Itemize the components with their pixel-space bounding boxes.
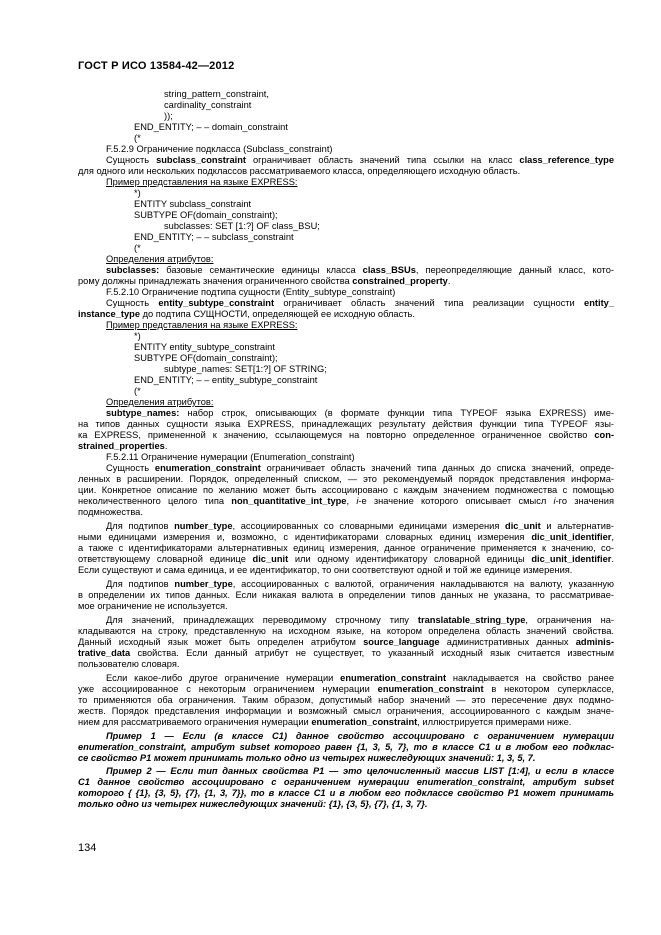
paragraph-line: ответствующему словарной единице dic_unit или одному идентификатору словарной единицы dic_unit_identifier. — [78, 554, 614, 564]
section-heading: F.5.2.10 Ограничение подтипа сущности (Entity_subtype_constraint) — [106, 287, 396, 297]
paragraph-line: Сущность enumeration_constraint ограничивает область значений типа данных до списка значений, опреде- — [106, 463, 614, 473]
paragraph-line: Для значений, принадлежащих переводимому строчному типу translatable_string_type, ограничения на- — [106, 615, 614, 625]
paragraph-line: ленных в расширении. Порядок, определенный списком, — это рекомендуемый порядок представления информа- — [78, 474, 614, 484]
paragraph-line: уже ассоциированное с некоторым ограничением нумерации enumeration_constraint в некотором суперклассе, — [78, 684, 614, 694]
paragraph-line: Если какое-либо другое ограничение нумерации enumeration_constraint накладывается на свойство ранее — [106, 673, 614, 683]
paragraph-line: instance_type до подтипа СУЩНОСТИ, определяющей ее исходную область. — [78, 309, 415, 319]
code-line: )); — [164, 111, 173, 121]
code-line: ENTITY entity_subtype_constraint — [134, 342, 275, 352]
code-line: (* — [134, 386, 141, 396]
paragraph-line: в определении их типов данных. Если никакая валюта в определении типов данных не указана, то рассматривае- — [78, 590, 614, 600]
paragraph-line: Данный исходный язык может быть определен атрибутом source_language административных данных adminis- — [78, 637, 614, 647]
code-line: subclasses: SET [1:?] OF class_BSU; — [164, 221, 320, 231]
example-2-line: только одно из четырех нижеследующих значений: {1}, {3, 5}, {7}, {1, 3, 7}. — [78, 799, 428, 809]
paragraph-line: на типов данных сущности языка EXPRESS, принадлежащих результату действия функции типа TYPEOF язы- — [78, 419, 614, 429]
attributes-heading: Определения атрибутов: — [106, 397, 214, 407]
example-1-line: enumeration_constraint, атрибут subset которого равен {1, 3, 5, 7}, то в классе С1 и в любом его подклас- — [78, 742, 614, 752]
code-line: *) — [134, 331, 141, 341]
paragraph-line: trative_data свойства. Если данный атрибут не существует, то указанный исходный язык считается известным — [78, 648, 614, 658]
code-line: SUBTYPE OF(domain_constraint); — [134, 353, 278, 363]
attributes-heading: Определения атрибутов: — [106, 254, 214, 264]
code-line: END_ENTITY; – – subclass_constraint — [134, 232, 294, 242]
paragraph-line: ции. Конкретное описание по желанию может быть ассоциировано с каждым значением подмножества с помощью — [78, 485, 614, 495]
code-line: subtype_names: SET[1:?] OF STRING; — [164, 364, 327, 374]
code-line: (* — [134, 133, 141, 143]
paragraph-line: subclasses: базовые семантические единицы класса class_BSUs, переопределяющие данный класс, кото- — [106, 265, 614, 275]
document-header: ГОСТ Р ИСО 13584-42—2012 — [78, 60, 235, 72]
example-2-line: Пример 2 — Если тип данных свойства Р1 — это целочисленный массив LIST [1:4], и если в классе — [106, 766, 614, 776]
paragraph-line: Сущность subclass_constraint ограничивает область значений типа ссылки на класс class_reference_type — [106, 155, 614, 165]
example-heading: Пример представления на языке EXPRESS: — [106, 177, 298, 187]
paragraph-line: subtype_names: набор строк, описывающих (в формате функции типа TYPEOF языка EXPRESS) име- — [106, 408, 614, 418]
section-heading: F.5.2.11 Ограничение нумерации (Enumeration_constraint) — [106, 452, 355, 462]
code-line: string_pattern_constraint, — [164, 89, 269, 99]
example-heading: Пример представления на языке EXPRESS: — [106, 320, 298, 330]
paragraph-line: strained_properties. — [78, 441, 168, 451]
paragraph-line: для одного или нескольких подклассов рассматриваемого класса, определяющего исходную область. — [78, 166, 521, 176]
example-1-line: се свойство Р1 может принимать только одно из четырех нижеследующих значений: 1, 3, 5, 7. — [78, 753, 536, 763]
paragraph-line: кладываются на строку, представленную на исходном языке, на котором определена область значений свойства. — [78, 626, 614, 636]
paragraph-line: неколичественного целого типа non_quantitative_int_type, i-е значение которого описывает смысл i-го значения — [78, 496, 615, 506]
paragraph-line: а также с идентификаторами альтернативных единиц измерения, данное ограничение применяется к значению, со- — [78, 543, 614, 553]
example-2-line: С1 данное свойство ассоциировано с ограничением нумерации enumeration_constraint, атрибут subset — [78, 777, 614, 787]
code-line: ENTITY subclass_constraint — [134, 199, 252, 209]
code-line: (* — [134, 243, 141, 253]
paragraph-line: мое ограничение не используется. — [78, 601, 228, 611]
paragraph-line: ка EXPRESS, примененной к значению, ссылающемуся на повторно определенное ограниченное свойство con- — [78, 430, 614, 440]
section-heading: F.5.2.9 Ограничение подкласса (Subclass_constraint) — [106, 144, 333, 154]
paragraph-line: Если существуют и сама единица, и ее идентификатор, то они соответствуют одной и той же единице измерения. — [78, 565, 573, 575]
code-line: *) — [134, 188, 141, 198]
page-number: 134 — [78, 842, 97, 854]
paragraph-line: подмножества. — [78, 507, 143, 517]
paragraph-line: Для подтипов number_type, ассоциированных с валютой, ограничения накладываются на валюту, указанную — [106, 579, 614, 589]
code-line: cardinality_constraint — [164, 100, 252, 110]
paragraph-line: жеств. Порядок представления информации и возможный смысл ограничения, ассоциированного с каждым значе- — [78, 706, 614, 716]
code-line: SUBTYPE OF(domain_constraint); — [134, 210, 278, 220]
paragraph-line: Сущность entity_subtype_constraint ограничивает область значений типа реализации сущности entity_ — [106, 298, 615, 308]
code-line: END_ENTITY; – – entity_subtype_constraint — [134, 375, 318, 385]
paragraph-line: пользователю словаря. — [78, 659, 180, 669]
example-1-line: Пример 1 — Если (в классе С1) данное свойство ассоциировано с ограничением нумерации — [106, 731, 614, 741]
paragraph-line: ными единицами измерения и, возможно, с идентификаторами словарных единиц измерения dic_unit_identifier, — [78, 532, 614, 542]
example-2-line: которого { {1}, {3, 5}, {7}, {1, 3, 7}}, то в классе С1 и в любом его подклассе свойство Р1 может принимать — [78, 788, 614, 798]
paragraph-line: нием для рассматриваемого ограничения нумерации enumeration_constraint, иллюстрируется примерами ниже. — [78, 717, 572, 727]
code-line: END_ENTITY; – – domain_constraint — [134, 122, 288, 132]
paragraph-line: рому должны принадлежать значения ограниченного свойства constrained_property. — [78, 276, 451, 286]
paragraph-line: Для подтипов number_type, ассоциированных со словарными единицами измерения dic_unit и альтернатив- — [106, 521, 614, 531]
paragraph-line: то применяются оба ограничения. Таким образом, допустимый набор значений — это пересечение двух подмно- — [78, 695, 614, 705]
